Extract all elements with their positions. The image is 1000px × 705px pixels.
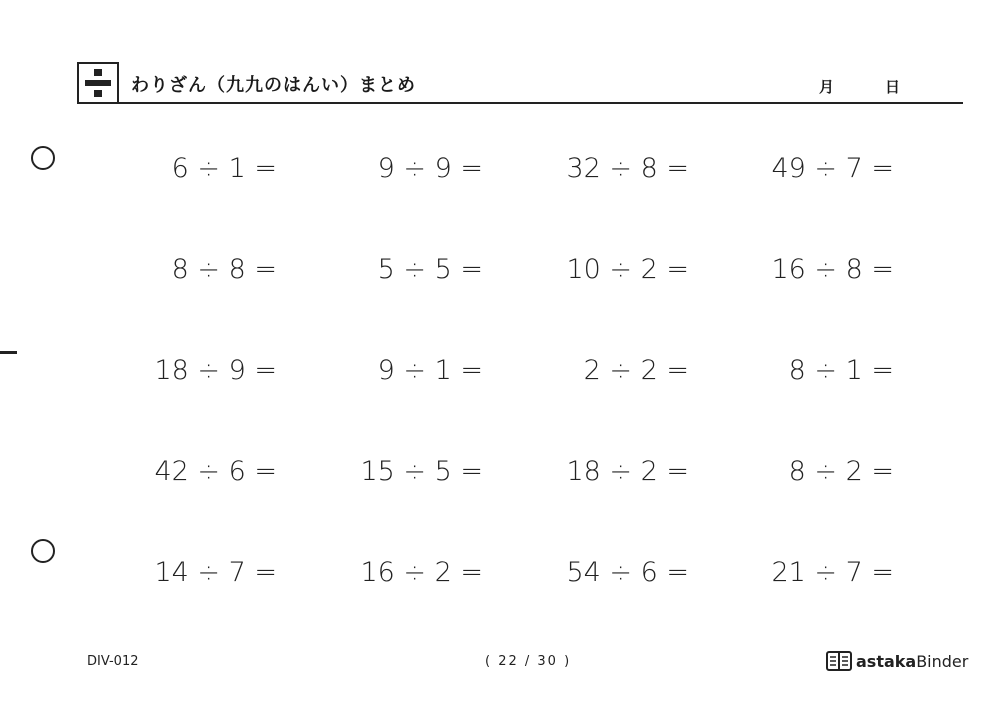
center-fold-mark bbox=[0, 351, 17, 354]
division-problem: 8 ÷ 2 = bbox=[788, 456, 894, 487]
brand-logo bbox=[826, 649, 968, 673]
division-problem: 16 ÷ 2 = bbox=[360, 557, 483, 588]
division-problem: 42 ÷ 6 = bbox=[154, 456, 277, 487]
division-problem: 49 ÷ 7 = bbox=[771, 153, 894, 184]
binder-hole-bottom bbox=[31, 539, 55, 563]
division-problem: 18 ÷ 2 = bbox=[566, 456, 689, 487]
division-problem: 8 ÷ 1 = bbox=[788, 355, 894, 386]
binder-hole-top bbox=[31, 146, 55, 170]
division-icon bbox=[77, 62, 119, 104]
division-problem: 14 ÷ 7 = bbox=[154, 557, 277, 588]
day-label: 日 bbox=[885, 78, 901, 96]
worksheet-code: DIV-012 bbox=[87, 654, 139, 669]
division-problem: 2 ÷ 2 = bbox=[583, 355, 689, 386]
page-number: ( 22 / 30 ) bbox=[485, 654, 572, 669]
division-problem: 9 ÷ 9 = bbox=[377, 153, 483, 184]
header-underline bbox=[119, 102, 963, 104]
brand-name: astakaBinder bbox=[856, 651, 969, 671]
open-book-icon bbox=[826, 650, 852, 672]
division-problem: 8 ÷ 8 = bbox=[171, 254, 277, 285]
division-problem: 21 ÷ 7 = bbox=[771, 557, 894, 588]
division-problem: 18 ÷ 9 = bbox=[154, 355, 277, 386]
division-problem: 16 ÷ 8 = bbox=[771, 254, 894, 285]
division-problem: 10 ÷ 2 = bbox=[566, 254, 689, 285]
month-label: 月 bbox=[819, 78, 835, 96]
division-problem: 32 ÷ 8 = bbox=[566, 153, 689, 184]
division-problem: 6 ÷ 1 = bbox=[171, 153, 277, 184]
division-problem: 54 ÷ 6 = bbox=[566, 557, 689, 588]
division-problem: 5 ÷ 5 = bbox=[377, 254, 483, 285]
worksheet-header bbox=[77, 62, 963, 104]
division-problem: 9 ÷ 1 = bbox=[377, 355, 483, 386]
division-problem: 15 ÷ 5 = bbox=[360, 456, 483, 487]
worksheet-title: わりざん（九九のはんい）まとめ bbox=[131, 75, 416, 96]
